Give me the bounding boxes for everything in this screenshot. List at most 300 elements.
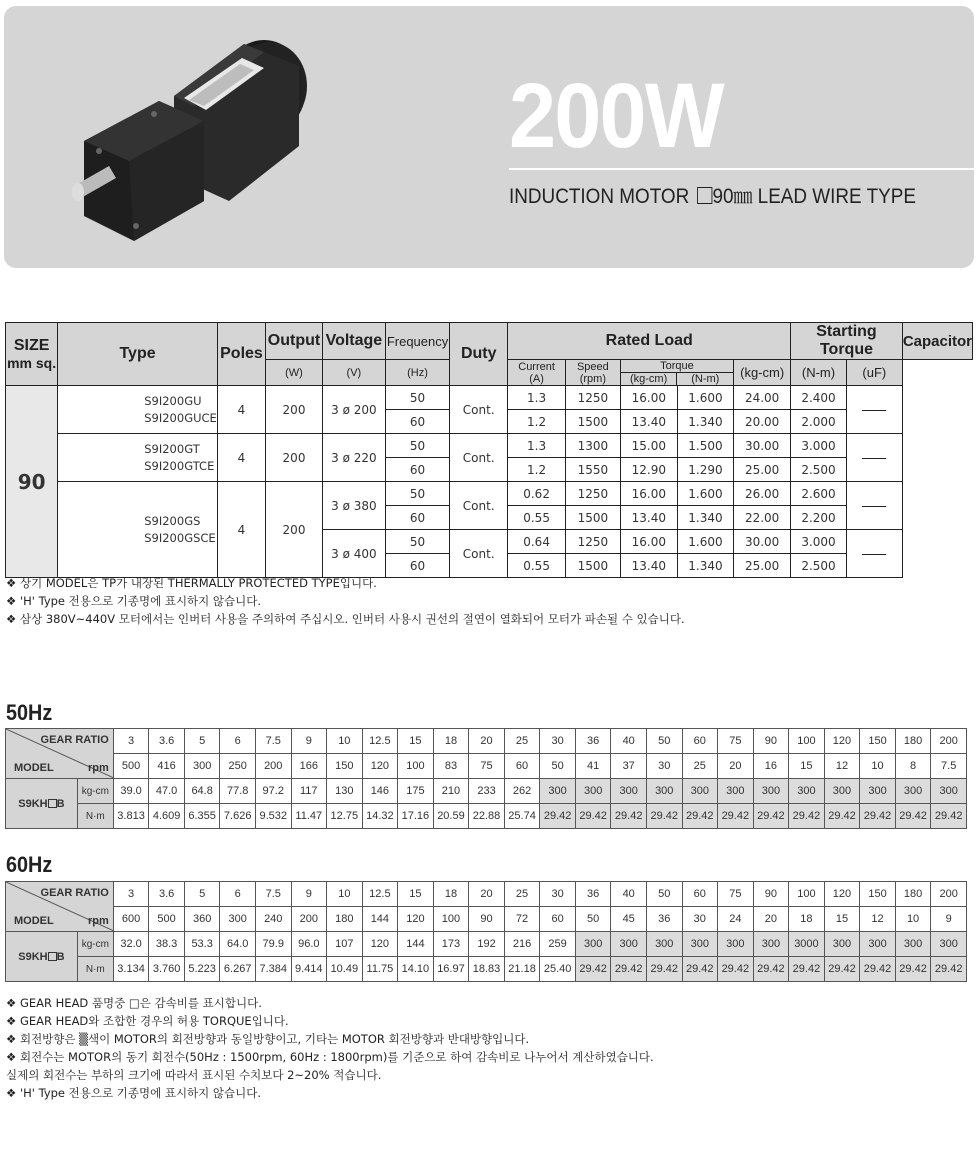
gear-ratio-cell: 7.5	[255, 882, 291, 907]
header-banner	[4, 6, 974, 268]
rpm-cell: 30	[646, 754, 682, 779]
voltage-cell: 3 ø 200	[322, 386, 385, 434]
gear-ratio-cell: 9	[291, 729, 327, 754]
cell-tnm: 1.600	[677, 530, 733, 554]
poles-header: Poles	[217, 323, 265, 386]
cell-current: 1.2	[508, 410, 566, 434]
rpm-cell: 416	[149, 754, 185, 779]
duty-cell: Cont.	[450, 530, 508, 578]
cell-tkg: 12.90	[620, 458, 677, 482]
nm-cell: 29.42	[753, 957, 789, 982]
cell-skg: 25.00	[734, 554, 791, 578]
rpm-cell: 120	[398, 907, 434, 932]
rpm-cell: 150	[327, 754, 363, 779]
nm-cell: 9.414	[291, 957, 327, 982]
poles-cell: 4	[217, 386, 265, 434]
cell-snm: 2.600	[791, 482, 847, 506]
model-name-post: B	[56, 950, 65, 963]
gear-ratio-cell: 90	[753, 729, 789, 754]
cell-current: 0.62	[508, 482, 566, 506]
poles-cell: 4	[217, 434, 265, 482]
kgcm-cell: 300	[718, 932, 754, 957]
cell-skg: 30.00	[734, 434, 791, 458]
rpm-cell: 16	[753, 754, 789, 779]
nm-cell: 10.49	[327, 957, 363, 982]
kgcm-cell: 107	[327, 932, 363, 957]
kgcm-cell: 117	[291, 779, 327, 804]
gear-ratio-cell: 150	[860, 882, 896, 907]
nm-cell: 12.75	[327, 804, 363, 829]
cell-current: 0.64	[508, 530, 566, 554]
nm-cell: 29.42	[931, 957, 967, 982]
gear-ratio-cell: 100	[789, 729, 825, 754]
nm-cell: 5.223	[184, 957, 220, 982]
voltage-cell: 3 ø 400	[322, 530, 385, 578]
rpm-cell: 144	[362, 907, 398, 932]
cell-tnm: 1.290	[677, 458, 733, 482]
gear-ratio-cell: 200	[931, 882, 967, 907]
gear-ratio-cell: 30	[540, 882, 576, 907]
voltage-cell: 3 ø 220	[322, 434, 385, 482]
nm-cell: 25.74	[504, 804, 540, 829]
gear-ratio-row	[6, 882, 967, 907]
cell-current: 1.2	[508, 458, 566, 482]
gear-ratio-cell: 60	[682, 729, 718, 754]
kgcm-cell: 300	[895, 779, 931, 804]
kgcm-cell: 300	[753, 779, 789, 804]
nm-label: N·m	[77, 804, 113, 829]
cell-snm: 2.200	[791, 506, 847, 530]
cell-speed: 1500	[565, 506, 620, 530]
spec-row	[6, 482, 973, 506]
frequency-cell: 50	[385, 482, 449, 506]
gear-ratio-cell: 120	[824, 882, 860, 907]
gear-ratio-cell: 3	[113, 729, 149, 754]
frequency-cell: 50	[385, 530, 449, 554]
kgcm-cell: 53.3	[184, 932, 220, 957]
nm-cell: 14.32	[362, 804, 398, 829]
model-name-post: B	[56, 797, 65, 810]
rpm-cell: 600	[113, 907, 149, 932]
rpm-cell: 100	[398, 754, 434, 779]
gear-ratio-cell: 25	[504, 729, 540, 754]
rpm-cell: 120	[362, 754, 398, 779]
gear-ratio-cell: 6	[220, 729, 256, 754]
dash-mark	[862, 506, 886, 507]
rpm-cell: 45	[611, 907, 647, 932]
rpm-cell: 7.5	[931, 754, 967, 779]
gear-ratio-cell: 7.5	[255, 729, 291, 754]
rpm-cell: 75	[469, 754, 505, 779]
rpm-cell: 72	[504, 907, 540, 932]
kgcm-cell: 120	[362, 932, 398, 957]
cell-speed: 1250	[565, 482, 620, 506]
nm-cell: 22.88	[469, 804, 505, 829]
note-line: ❖ 회전방향은 ▒색이 MOTOR의 회전방향과 동일방향이고, 기타는 MOTOR 회전방향과 반대방향입니다.	[6, 1032, 530, 1046]
model-cell	[6, 932, 78, 982]
size-header: SIZE mm sq.	[6, 323, 58, 386]
kgcm-cell: 39.0	[113, 779, 149, 804]
rpm-cell: 10	[860, 754, 896, 779]
cell-snm: 2.500	[791, 554, 847, 578]
rpm-cell: 20	[753, 907, 789, 932]
nm-cell: 29.42	[575, 804, 611, 829]
gear-ratio-cell: 180	[895, 882, 931, 907]
model-name-pre: S9KH	[18, 797, 48, 810]
nm-cell: 29.42	[789, 957, 825, 982]
kgcm-cell: 64.0	[220, 932, 256, 957]
rated-load-header: Rated Load	[508, 323, 791, 360]
gear-ratio-cell: 12.5	[362, 882, 398, 907]
rpm-cell: 37	[611, 754, 647, 779]
nm-cell: 29.42	[682, 957, 718, 982]
kgcm-cell: 300	[611, 932, 647, 957]
poles-cell: 4	[217, 482, 265, 578]
cell-tkg: 16.00	[620, 530, 677, 554]
st-nm-unit: (N-m)	[791, 360, 847, 386]
voltage-unit: (V)	[322, 360, 385, 386]
nm-cell: 29.42	[824, 804, 860, 829]
kgcm-cell: 32.0	[113, 932, 149, 957]
type-cell	[58, 434, 218, 482]
note-line: ❖ GEAR HEAD와 조합한 경우의 허용 TORQUE입니다.	[6, 1014, 289, 1028]
cell-tnm: 1.340	[677, 410, 733, 434]
gear-ratio-cell: 30	[540, 729, 576, 754]
dash-mark	[862, 410, 886, 411]
st-kgcm-unit: (kg-cm)	[734, 360, 791, 386]
output-cell: 200	[266, 482, 323, 578]
rpm-cell: 50	[575, 907, 611, 932]
cell-speed: 1300	[565, 434, 620, 458]
frequency-cell: 60	[385, 506, 449, 530]
gear-ratio-cell: 10	[327, 729, 363, 754]
kgcm-cell: 300	[895, 932, 931, 957]
capacitor-cell	[846, 386, 902, 434]
gear-ratio-cell: 10	[327, 882, 363, 907]
current-header: Current (A)	[508, 360, 566, 386]
rpm-cell: 12	[860, 907, 896, 932]
rpm-cell: 83	[433, 754, 469, 779]
cell-skg: 20.00	[734, 410, 791, 434]
cell-tkg: 13.40	[620, 410, 677, 434]
cell-tnm: 1.340	[677, 554, 733, 578]
kgcm-cell: 300	[646, 779, 682, 804]
voltage-header: Voltage	[322, 323, 385, 360]
gear-table-50hz	[5, 728, 967, 829]
rpm-cell: 166	[291, 754, 327, 779]
frequency-cell: 60	[385, 410, 449, 434]
type-name-ce: S9I200GTCE	[144, 458, 215, 473]
notes-top	[6, 574, 685, 628]
starting-torque-header: Starting Torque	[791, 323, 903, 360]
type-name-ce: S9I200GSCE	[144, 530, 216, 545]
page-title: 200W	[509, 65, 723, 167]
gear-ratio-cell: 18	[433, 882, 469, 907]
rpm-cell: 25	[682, 754, 718, 779]
type-name: S9I200GS	[144, 513, 201, 528]
duty-cell: Cont.	[450, 386, 508, 434]
kgcm-cell: 144	[398, 932, 434, 957]
gear-ratio-cell: 180	[895, 729, 931, 754]
page-subtitle	[509, 180, 916, 210]
ratio-square-icon	[48, 952, 57, 961]
note-line: ❖ GEAR HEAD 품명중 □은 감속비를 표시합니다.	[6, 996, 262, 1010]
kgcm-cell: 210	[433, 779, 469, 804]
frequency-cell: 60	[385, 554, 449, 578]
note-line: 실제의 회전수는 부하의 크기에 따라서 표시된 수치보다 2~20% 적습니다.	[6, 1068, 382, 1082]
capacitor-cell	[846, 530, 902, 578]
kgcm-cell: 300	[931, 932, 967, 957]
type-cell	[58, 386, 218, 434]
kgcm-cell: 130	[327, 779, 363, 804]
nm-cell: 6.355	[184, 804, 220, 829]
subtitle-post: 90㎜ LEAD WIRE TYPE	[712, 185, 916, 208]
nm-cell: 29.42	[895, 804, 931, 829]
cell-speed: 1500	[565, 410, 620, 434]
notes-bottom	[6, 994, 654, 1102]
spec-row	[6, 434, 973, 458]
gear-ratio-cell: 40	[611, 882, 647, 907]
frequency-cell: 50	[385, 386, 449, 410]
kgcm-cell: 259	[540, 932, 576, 957]
gear-ratio-cell: 100	[789, 882, 825, 907]
kgcm-cell: 3000	[789, 932, 825, 957]
kgcm-cell: 300	[931, 779, 967, 804]
kgcm-cell: 77.8	[220, 779, 256, 804]
duty-cell: Cont.	[450, 482, 508, 530]
rpm-cell: 500	[149, 907, 185, 932]
gear-ratio-cell: 20	[469, 882, 505, 907]
nm-cell: 21.18	[504, 957, 540, 982]
cell-tnm: 1.340	[677, 506, 733, 530]
cell-skg: 22.00	[734, 506, 791, 530]
nm-label: N·m	[77, 957, 113, 982]
kgcm-cell: 216	[504, 932, 540, 957]
gear-ratio-cell: 75	[718, 882, 754, 907]
gear-ratio-cell: 200	[931, 729, 967, 754]
output-header: Output	[266, 323, 323, 360]
kgcm-row	[6, 779, 967, 804]
kgcm-row	[6, 932, 967, 957]
nm-cell: 9.532	[255, 804, 291, 829]
kgcm-label: kg-cm	[77, 932, 113, 957]
nm-cell: 29.42	[575, 957, 611, 982]
nm-cell: 29.42	[611, 804, 647, 829]
kgcm-cell: 97.2	[255, 779, 291, 804]
nm-cell: 11.75	[362, 957, 398, 982]
gear-ratio-cell: 75	[718, 729, 754, 754]
torque-header: Torque (kg-cm) (N-m)	[620, 360, 733, 386]
corner-label	[6, 882, 114, 932]
kgcm-cell: 300	[824, 932, 860, 957]
gear-ratio-cell: 6	[220, 882, 256, 907]
rpm-cell: 50	[540, 754, 576, 779]
nm-cell: 20.59	[433, 804, 469, 829]
kgcm-cell: 262	[504, 779, 540, 804]
gear-ratio-cell: 25	[504, 882, 540, 907]
nm-cell: 11.47	[291, 804, 327, 829]
note-line: ❖ 'H' Type 전용으로 기종명에 표시하지 않습니다.	[6, 1086, 262, 1100]
rpm-cell: 300	[184, 754, 220, 779]
nm-cell: 16.97	[433, 957, 469, 982]
cell-tkg: 13.40	[620, 554, 677, 578]
capacitor-unit: (uF)	[846, 360, 902, 386]
gear-ratio-cell: 9	[291, 882, 327, 907]
gear-ratio-row	[6, 729, 967, 754]
nm-cell: 29.42	[895, 957, 931, 982]
nm-cell: 3.134	[113, 957, 149, 982]
gear-ratio-cell: 36	[575, 882, 611, 907]
dash-mark	[862, 554, 886, 555]
gear-ratio-cell: 150	[860, 729, 896, 754]
rpm-cell: 360	[184, 907, 220, 932]
cell-skg: 25.00	[734, 458, 791, 482]
capacitor-cell	[846, 482, 902, 530]
gear-ratio-label: GEAR RATIO	[40, 734, 109, 746]
square-icon	[697, 187, 712, 204]
title-divider	[509, 168, 979, 170]
kgcm-cell: 146	[362, 779, 398, 804]
cell-speed: 1550	[565, 458, 620, 482]
rpm-cell: 300	[220, 907, 256, 932]
type-name: S9I200GU	[144, 393, 202, 408]
rpm-cell: 90	[469, 907, 505, 932]
kgcm-cell: 300	[753, 932, 789, 957]
nm-cell: 25.40	[540, 957, 576, 982]
rpm-cell: 12	[824, 754, 860, 779]
frequency-unit: (Hz)	[385, 360, 449, 386]
nm-cell: 29.42	[860, 957, 896, 982]
model-cell	[6, 779, 78, 829]
nm-cell: 29.42	[611, 957, 647, 982]
nm-cell: 29.42	[646, 957, 682, 982]
type-cell	[58, 482, 218, 578]
gear-ratio-cell: 15	[398, 729, 434, 754]
gear-table-title-50hz: 50Hz	[6, 700, 53, 725]
kgcm-cell: 300	[575, 779, 611, 804]
kgcm-cell: 79.9	[255, 932, 291, 957]
kgcm-cell: 300	[789, 779, 825, 804]
nm-cell: 6.267	[220, 957, 256, 982]
nm-cell: 29.42	[860, 804, 896, 829]
ratio-square-icon	[48, 799, 57, 808]
rpm-cell: 100	[433, 907, 469, 932]
frequency-cell: 60	[385, 458, 449, 482]
rpm-cell: 36	[646, 907, 682, 932]
cell-skg: 26.00	[734, 482, 791, 506]
gear-ratio-cell: 5	[184, 729, 220, 754]
gear-ratio-cell: 50	[646, 729, 682, 754]
gear-ratio-cell: 36	[575, 729, 611, 754]
output-cell: 200	[266, 434, 323, 482]
note-line: ❖ 상기 MODEL은 TP가 내장된 THERMALLY PROTECTED TYPE입니다.	[6, 576, 377, 590]
dash-mark	[862, 458, 886, 459]
gear-ratio-cell: 90	[753, 882, 789, 907]
rpm-cell: 8	[895, 754, 931, 779]
rpm-cell: 9	[931, 907, 967, 932]
gear-table-60hz	[5, 881, 967, 982]
type-name: S9I200GT	[144, 441, 200, 456]
rpm-cell: 240	[255, 907, 291, 932]
kgcm-cell: 300	[824, 779, 860, 804]
nm-cell: 29.42	[789, 804, 825, 829]
cell-speed: 1500	[565, 554, 620, 578]
cell-current: 1.3	[508, 386, 566, 410]
capacitor-cell	[846, 434, 902, 482]
note-line: ❖ 삼상 380V~440V 모터에서는 인버터 사용을 주의하여 주십시오. 인버터 사용시 권선의 절연이 열화되어 모터가 파손될 수 있습니다.	[6, 612, 685, 626]
note-line: ❖ 회전수는 MOTOR의 동기 회전수(50Hz : 1500rpm, 60Hz : 1800rpm)를 기준으로 하여 감속비로 나누어서 계산하였습니다.	[6, 1050, 654, 1064]
cell-tnm: 1.600	[677, 386, 733, 410]
nm-cell: 3.760	[149, 957, 185, 982]
rpm-cell: 500	[113, 754, 149, 779]
model-name-pre: S9KH	[18, 950, 48, 963]
cell-snm: 2.000	[791, 410, 847, 434]
nm-row	[6, 957, 967, 982]
spec-table	[5, 322, 973, 578]
kgcm-cell: 300	[682, 932, 718, 957]
nm-row	[6, 804, 967, 829]
nm-cell: 18.83	[469, 957, 505, 982]
rpm-cell: 250	[220, 754, 256, 779]
kgcm-cell: 64.8	[184, 779, 220, 804]
rpm-label: rpm	[88, 762, 109, 774]
cell-tnm: 1.600	[677, 482, 733, 506]
nm-cell: 7.384	[255, 957, 291, 982]
kgcm-cell: 233	[469, 779, 505, 804]
nm-cell: 29.42	[931, 804, 967, 829]
kgcm-cell: 38.3	[149, 932, 185, 957]
cell-tkg: 16.00	[620, 386, 677, 410]
rpm-cell: 41	[575, 754, 611, 779]
spec-row	[6, 386, 973, 410]
cell-tnm: 1.500	[677, 434, 733, 458]
rpm-cell: 200	[291, 907, 327, 932]
gear-ratio-cell: 50	[646, 882, 682, 907]
output-unit: (W)	[266, 360, 323, 386]
model-label: MODEL	[14, 915, 54, 927]
voltage-cell: 3 ø 380	[322, 482, 385, 530]
kgcm-cell: 175	[398, 779, 434, 804]
nm-cell: 29.42	[540, 804, 576, 829]
cell-snm: 3.000	[791, 530, 847, 554]
nm-cell: 17.16	[398, 804, 434, 829]
nm-cell: 29.42	[646, 804, 682, 829]
gear-ratio-cell: 3.6	[149, 882, 185, 907]
cell-current: 0.55	[508, 554, 566, 578]
cell-tkg: 13.40	[620, 506, 677, 530]
kgcm-cell: 300	[860, 779, 896, 804]
rpm-cell: 60	[540, 907, 576, 932]
cell-skg: 30.00	[734, 530, 791, 554]
cell-tkg: 16.00	[620, 482, 677, 506]
rpm-cell: 200	[255, 754, 291, 779]
nm-cell: 29.42	[753, 804, 789, 829]
cell-snm: 2.500	[791, 458, 847, 482]
gear-ratio-cell: 15	[398, 882, 434, 907]
subtitle-pre: INDUCTION MOTOR	[509, 185, 690, 208]
rpm-cell: 60	[504, 754, 540, 779]
cell-speed: 1250	[565, 386, 620, 410]
rpm-cell: 180	[327, 907, 363, 932]
capacitor-header: Capacitor	[902, 323, 972, 360]
rpm-cell: 18	[789, 907, 825, 932]
cell-current: 0.55	[508, 506, 566, 530]
gear-ratio-cell: 18	[433, 729, 469, 754]
cell-snm: 2.400	[791, 386, 847, 410]
kgcm-label: kg-cm	[77, 779, 113, 804]
frequency-header: Frequency	[385, 323, 449, 360]
kgcm-cell: 173	[433, 932, 469, 957]
